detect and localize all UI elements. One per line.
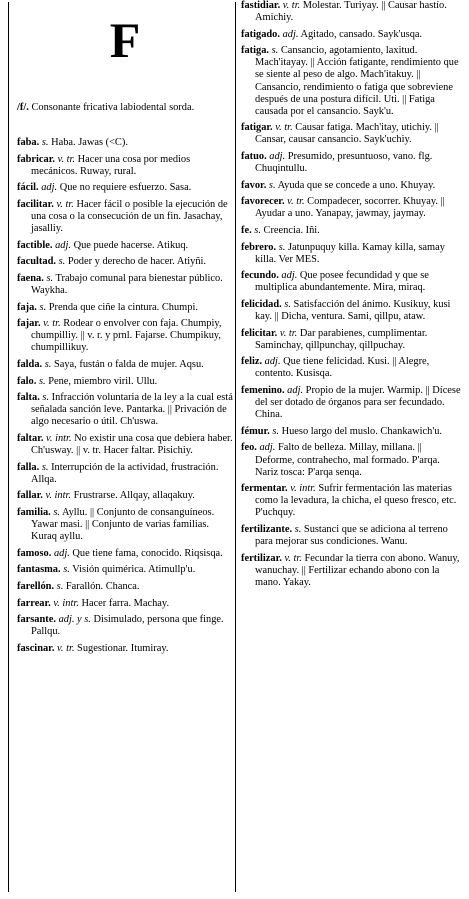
- entry-grammar-tag: s.: [39, 137, 49, 149]
- dictionary-entry: [241, 442, 463, 478]
- entry-definition: Creencia. Iñi.: [260, 225, 320, 236]
- entry-grammar-tag: s.: [266, 179, 276, 191]
- dictionary-entry: [17, 581, 233, 593]
- entry-grammar-tag: s.: [276, 241, 286, 253]
- entry-definition: Ayuda que se concede a uno. Khuyay.: [275, 179, 436, 191]
- dictionary-entry: [17, 392, 233, 428]
- entry-definition: Hacer fácil o posible la ejecución de una cosa o la consecución de un fin. Jasachay, jasalliy.: [31, 198, 228, 235]
- dictionary-entry: [17, 102, 233, 114]
- entry-headword: falda.: [17, 359, 43, 370]
- entry-headword: fatigado.: [241, 28, 280, 40]
- dictionary-entry: [241, 483, 463, 519]
- dictionary-entry: [17, 564, 233, 576]
- dictionary-entry: [17, 199, 233, 235]
- dictionary-entry: [17, 507, 233, 543]
- entry-grammar-tag: s.: [269, 45, 279, 57]
- entry-grammar-tag: v. intr.: [287, 483, 316, 495]
- dictionary-entry: [241, 524, 463, 548]
- section-letter: F: [109, 12, 141, 68]
- entry-headword: fertilizar.: [241, 552, 282, 564]
- entry-definition: Hacer farra. Machay.: [78, 597, 170, 609]
- entry-definition: Compadecer, socorrer. Khuyay. || Ayudar a uno. Yanapay, jawmay, jaymay.: [255, 196, 445, 220]
- entry-definition: Que posee fecundidad y que se multiplica abundantemente. Mira, miraq.: [255, 270, 429, 294]
- entry-headword: factible.: [17, 239, 53, 251]
- entry-headword: faja.: [17, 301, 37, 313]
- dictionary-entry: [17, 302, 233, 314]
- entry-definition: Falto de belleza. Millay, millana. || Deforme, contrahecho, mal formado. P'arqa. Nariz tosca: P'arqa senqa.: [255, 442, 440, 478]
- entry-headword: feo.: [241, 442, 257, 454]
- entry-grammar-tag: v. tr.: [280, 0, 301, 11]
- left-column: [17, 0, 233, 659]
- entry-headword: fallar.: [17, 490, 43, 502]
- entry-definition: Hueso largo del muslo. Chankawich'u.: [279, 425, 443, 437]
- dictionary-entry: [241, 180, 463, 192]
- entry-headword: fabricar.: [17, 153, 55, 165]
- column-divider: [235, 2, 236, 892]
- entry-definition: Rodear o envolver con faja. Chumpiy, chumpilliy. || v. r. y prnl. Fajarse. Chumpikuy, chumpillikuy.: [31, 318, 222, 354]
- entry-grammar-tag: s.: [39, 461, 49, 473]
- dictionary-entry: [241, 45, 463, 118]
- entry-grammar-tag: adj.: [262, 356, 281, 368]
- entry-headword: fácil.: [17, 182, 39, 194]
- dictionary-entry: [241, 196, 463, 220]
- entry-definition: Sustanci que se adiciona al terreno para mejorar sus condiciones. Wanu.: [255, 523, 448, 548]
- entry-grammar-tag: adj.: [38, 182, 58, 194]
- dictionary-entry: [241, 356, 463, 380]
- entry-headword: falo.: [17, 375, 37, 387]
- entry-headword: favor.: [241, 179, 267, 191]
- entry-grammar-tag: v. tr.: [284, 196, 305, 208]
- dictionary-entry: [17, 240, 233, 252]
- dictionary-entry: [241, 29, 463, 41]
- right-column: [241, 0, 463, 593]
- entry-headword: fascinar.: [17, 642, 55, 654]
- dictionary-entry: [17, 433, 233, 457]
- entry-headword: faltar.: [17, 432, 44, 444]
- entry-grammar-tag: adj.: [278, 270, 298, 282]
- entry-definition: Satisfacción del ánimo. Kusikuy, kusi kay. || Dicha, ventura. Sami, qillpu, ataw.: [255, 298, 451, 323]
- entry-definition: Pene, miembro viril. Ullu.: [45, 375, 158, 387]
- entry-headword: /f/.: [17, 102, 29, 113]
- dictionary-entry: [241, 151, 463, 175]
- entry-definition: Cansancio, agotamiento, laxitud. Mach'itayay. || Acción fatigante, rendimiento que se siente al peso de algo. Mach'itakuy. || Cansancio, rendimiento o fatiga que sobreviene después de una postura difícil. Uti. || Fatiga causada por el cansancio. Sayk'u.: [255, 45, 459, 117]
- entry-grammar-tag: adj.: [266, 151, 286, 163]
- entry-headword: fémur.: [241, 425, 270, 437]
- dictionary-entry: [17, 598, 233, 610]
- dictionary-entry: [17, 490, 233, 502]
- entry-definition: Consonante fricativa labiodental sorda.: [28, 102, 195, 113]
- dictionary-entry: [241, 0, 463, 24]
- entry-headword: fermentar.: [241, 483, 288, 495]
- entry-definition: Ayllu. || Conjunto de consanguíneos. Yawar masi. || Conjunto de varias familias. Kuraq ayllu.: [31, 506, 215, 543]
- entry-headword: facultad.: [17, 256, 56, 268]
- entry-grammar-tag: s.: [251, 225, 261, 236]
- entry-definition: Molestar. Turiyay. || Causar hastío. Amichiy.: [255, 0, 447, 24]
- entry-headword: farsante.: [17, 614, 56, 626]
- entry-headword: farellón.: [17, 580, 55, 592]
- entry-headword: febrero.: [241, 241, 277, 253]
- entry-grammar-tag: s.: [55, 256, 66, 268]
- left-entry-list: [17, 102, 233, 655]
- entry-grammar-tag: s.: [42, 359, 52, 370]
- entry-headword: fastidiar.: [241, 0, 281, 11]
- entry-headword: felicidad.: [241, 298, 282, 310]
- entry-headword: fajar.: [17, 318, 41, 330]
- dictionary-entry: [17, 643, 233, 655]
- entry-headword: fantasma.: [17, 564, 61, 576]
- entry-grammar-tag: s.: [36, 301, 47, 313]
- entry-definition: Farallón. Chanca.: [63, 580, 140, 592]
- dictionary-entry: [241, 122, 463, 146]
- entry-grammar-tag: v. tr.: [54, 642, 75, 654]
- entry-definition: Prenda que ciñe la cintura. Chumpi.: [46, 301, 198, 313]
- dictionary-entry: [17, 462, 233, 486]
- entry-definition: Sugestionar. Itumiray.: [74, 642, 169, 654]
- dictionary-entry: [241, 270, 463, 294]
- dictionary-entry: [17, 273, 233, 297]
- entry-headword: favorecer.: [241, 196, 285, 208]
- entry-definition: Propio de la mujer. Warmip. || Dícese del ser dotado de órganos para ser fecundado. China.: [255, 385, 461, 421]
- entry-definition: Agitado, cansado. Sayk'usqa.: [298, 28, 423, 40]
- dictionary-entry: [17, 154, 233, 178]
- left-margin-rule: [8, 2, 9, 892]
- entry-grammar-tag: v. tr.: [55, 153, 76, 165]
- entry-grammar-tag: v. intr.: [42, 490, 71, 502]
- entry-definition: Causar fatiga. Mach'itay, utichiy. || Cansar, causar cansancio. Sayk'uchiy.: [255, 122, 439, 146]
- entry-headword: fecundo.: [241, 270, 279, 282]
- right-entry-list: [241, 0, 463, 589]
- entry-grammar-tag: v. intr.: [50, 597, 79, 609]
- entry-definition: Visión quimérica. Atimullp'u.: [69, 564, 196, 576]
- entry-definition: Saya, fustán o falda de mujer. Aqsu.: [51, 359, 204, 370]
- entry-grammar-tag: adj. y s.: [55, 614, 91, 626]
- dictionary-entry: [241, 426, 463, 438]
- entry-headword: falta.: [17, 392, 40, 404]
- entry-grammar-tag: s.: [269, 425, 280, 437]
- entry-headword: falla.: [17, 461, 40, 473]
- entry-definition: Que no requiere esfuerzo. Sasa.: [57, 182, 192, 194]
- entry-definition: Haba. Jawas (<C).: [48, 137, 128, 149]
- entry-headword: fatiga.: [241, 45, 269, 57]
- entry-headword: fertilizante.: [241, 523, 293, 535]
- entry-definition: No existir una cosa que debiera haber. Ch'usway. || v. tr. Hacer faltar. Pisichiy.: [31, 432, 233, 457]
- entry-grammar-tag: v. intr.: [43, 432, 72, 444]
- entry-definition: Trabajo comunal para bienestar público. Waykha.: [31, 272, 223, 297]
- dictionary-entry: [17, 137, 233, 149]
- dictionary-entry: [17, 256, 233, 268]
- entry-grammar-tag: v. tr.: [277, 327, 298, 339]
- dictionary-entry: [17, 182, 233, 194]
- entry-definition: Que tiene fama, conocido. Riqsisqa.: [69, 547, 223, 559]
- dictionary-entry: [241, 328, 463, 352]
- entry-definition: Hacer una cosa por medios mecánicos. Ruway, rural.: [31, 153, 191, 177]
- entry-headword: felicitar.: [241, 327, 278, 339]
- entry-headword: femenino.: [241, 385, 285, 397]
- entry-headword: faena.: [17, 272, 44, 284]
- entry-headword: fe.: [241, 225, 252, 236]
- entry-grammar-tag: s.: [54, 580, 64, 592]
- dictionary-entry: [241, 385, 463, 421]
- entry-definition: Disimulado, persona que finge. Pallqu.: [31, 614, 224, 638]
- dictionary-entry: [17, 548, 233, 560]
- entry-grammar-tag: s.: [39, 392, 50, 404]
- entry-definition: Frustrarse. Allqay, allaqakuy.: [70, 490, 195, 502]
- entry-definition: Poder y derecho de hacer. Atiyñi.: [65, 256, 207, 268]
- entry-grammar-tag: adj.: [256, 442, 276, 454]
- entry-definition: Presumido, presuntuoso, vano. flg. Chuqintullu.: [255, 151, 433, 175]
- entry-headword: fatuo.: [241, 151, 267, 163]
- entry-grammar-tag: adj.: [284, 385, 304, 397]
- entry-grammar-tag: v. tr.: [281, 552, 302, 564]
- entry-grammar-tag: adj.: [52, 239, 71, 251]
- entry-grammar-tag: s.: [36, 375, 46, 387]
- entry-headword: famoso.: [17, 547, 52, 559]
- entry-grammar-tag: v. tr.: [272, 122, 293, 134]
- entry-grammar-tag: s.: [60, 564, 70, 576]
- entry-grammar-tag: s.: [292, 523, 302, 535]
- dictionary-entry: [241, 299, 463, 323]
- entry-grammar-tag: v. tr.: [40, 318, 61, 330]
- entry-headword: faba.: [17, 137, 40, 149]
- entry-grammar-tag: s.: [43, 272, 54, 284]
- entry-headword: farrear.: [17, 597, 51, 609]
- entry-definition: Interrupción de la actividad, frustración. Allqa.: [31, 461, 219, 485]
- entry-definition: Fecundar la tierra con abono. Wanuy, wanuchay. || Fertilizar echando abono con la mano. Yakay.: [255, 552, 460, 588]
- entry-grammar-tag: adj.: [279, 28, 299, 40]
- entry-grammar-tag: adj.: [51, 547, 70, 559]
- entry-grammar-tag: s.: [281, 298, 291, 310]
- entry-headword: fatigar.: [241, 122, 273, 134]
- entry-definition: Que tiene felicidad. Kusi. || Alegre, contento. Kusisqa.: [255, 356, 430, 380]
- entry-definition: Jatunpuquy killa. Kamay killa, samay killa. Ver MES.: [255, 241, 445, 265]
- entry-headword: facilitar.: [17, 198, 54, 210]
- dictionary-entry: [17, 359, 233, 371]
- entry-grammar-tag: s.: [50, 506, 61, 518]
- dictionary-entry: [17, 318, 233, 354]
- entry-headword: familia.: [17, 506, 51, 518]
- dictionary-entry: [17, 376, 233, 388]
- entry-definition: Que puede hacerse. Atikuq.: [70, 239, 189, 251]
- entry-grammar-tag: v. tr.: [53, 198, 74, 210]
- dictionary-entry: [241, 225, 463, 237]
- entry-definition: Sufrir fermentación las materias como la levadura, la chicha, el queso fresco, etc. P'uchquy.: [255, 483, 457, 519]
- entry-definition: Dar parabienes, cumplimentar. Saminchay, qillpunchay, qillpuchay.: [255, 327, 428, 351]
- entry-headword: feliz.: [241, 356, 263, 368]
- dictionary-entry: [241, 553, 463, 589]
- entry-definition: Infracción voluntaria de la ley a la cual está señalada sanción leve. Pantarka. || Privación de algo necesario o útil. Ch'uswa.: [31, 392, 233, 428]
- dictionary-entry: [241, 242, 463, 266]
- dictionary-entry: [17, 614, 233, 638]
